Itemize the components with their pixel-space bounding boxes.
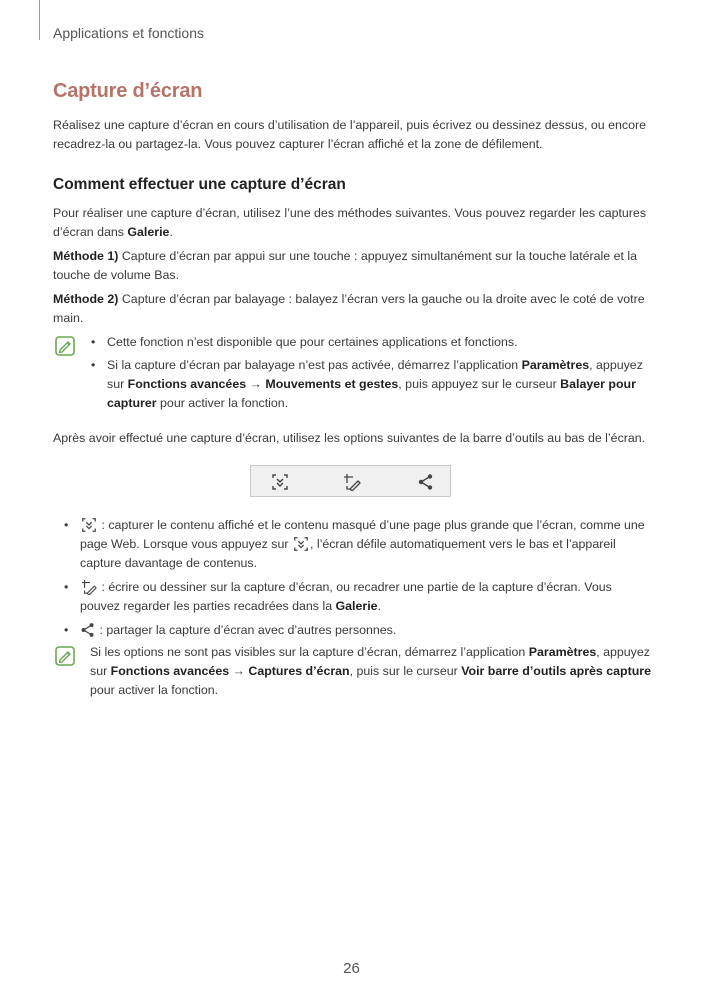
option-share: • : partager la capture d’écran avec d’autres personnes. xyxy=(64,623,397,637)
scroll-capture-icon xyxy=(271,473,289,491)
toolbar-illustration xyxy=(250,465,451,497)
methods-paragraph xyxy=(53,204,653,242)
share-icon xyxy=(80,622,96,638)
share-icon xyxy=(417,473,435,491)
option-scroll-capture: • : capturer le contenu affiché et le contenu masqué d’une page plus grande que l’écran, comme une page Web. Lorsque vous appuyez sur , l’écran défile automatiquement vers le bas et l’appareil capture davantage de contenus. xyxy=(64,518,645,570)
section-heading: Comment effectuer une capture d’écran xyxy=(53,176,346,193)
margin-line xyxy=(39,0,40,40)
note-2: Si les options ne sont pas visibles sur la capture d’écran, démarrez l’application Paramètres, appuyez sur Fonctions avancées → Captures d’écran, puis sur le curseur Voir barre d’outils après capture pour activer la fonction. xyxy=(90,645,652,697)
method-1: Méthode 1) Capture d’écran par appui sur une touche : appuyez simultanément sur la touche latérale et la touche de volume Bas. xyxy=(53,249,638,282)
draw-icon xyxy=(80,579,98,595)
option-draw: • : écrire ou dessiner sur la capture d’écran, ou recadrer une partie de la capture d’écran. Vous pouvez regarder les parties recadrées dans la Galerie. xyxy=(64,580,612,613)
section-header: Applications et fonctions xyxy=(53,25,204,41)
scroll-capture-icon xyxy=(292,536,310,552)
note-1-bullet-2: • Si la capture d’écran par balayage n’est pas activée, démarrez l’application Paramètres, appuyez sur Fonctions avancées → Mouvements et gestes, puis appuyez sur le curseur Balayer pour capturer pour activer la fonction. xyxy=(91,358,643,410)
intro-paragraph: Réalisez une capture d’écran en cours d’utilisation de l’appareil, puis écrivez ou dessinez dessus, ou encore recadrez-la ou partagez-la. Vous pouvez capturer l’écran affiché et la zone de défilement. xyxy=(53,118,647,151)
page-title: Capture d’écran xyxy=(53,80,203,102)
draw-icon xyxy=(343,473,361,491)
note-1-bullet-1: • Cette fonction n’est disponible que pour certaines applications et fonctions. xyxy=(91,335,518,349)
method-2: Méthode 2) Capture d’écran par balayage : balayez l’écran vers la gauche ou la droite avec le coté de votre main. xyxy=(53,292,645,325)
page-number: 26 xyxy=(343,960,360,977)
scroll-capture-icon xyxy=(80,517,98,533)
intro-methods: Pour réaliser une capture d’écran, utilisez l’une des méthodes suivantes. Vous pouvez regarder les captures d’écran dans Galerie. xyxy=(53,206,647,239)
note-icon xyxy=(55,336,75,356)
note-icon xyxy=(55,646,75,666)
note-1 xyxy=(91,333,657,413)
after-paragraph: Après avoir effectué une capture d’écran, utilisez les options suivantes de la barre d’outils au bas de l’écran. xyxy=(53,431,646,445)
